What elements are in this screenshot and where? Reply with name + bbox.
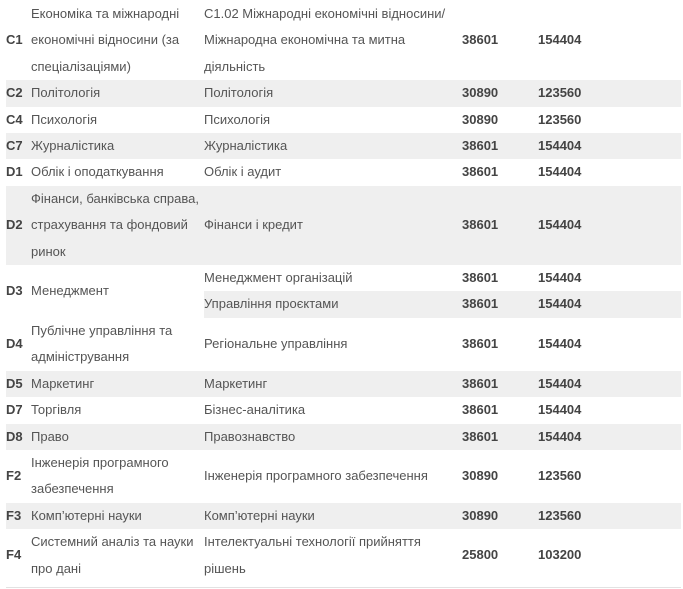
row-value-2: 154404 (538, 424, 681, 450)
row-value-2: 154404 (538, 186, 681, 265)
row-value-1: 38601 (462, 371, 538, 397)
row-specialty: Журналістика (31, 133, 204, 159)
row-code: C1 (6, 0, 31, 80)
table-row (6, 529, 681, 582)
row-value-1: 38601 (462, 159, 538, 185)
row-value-1: 30890 (462, 503, 538, 529)
row-program: Менеджмент організацій (204, 265, 462, 291)
row-program: Бізнес-аналітика (204, 397, 462, 423)
row-specialty: Інженерія програмного забезпечення (31, 450, 204, 503)
table-row (6, 397, 681, 423)
row-specialty: Комп’ютерні науки (31, 503, 204, 529)
table-row (6, 133, 681, 159)
row-program: Журналістика (204, 133, 462, 159)
table-row (6, 450, 681, 503)
row-value-1: 38601 (462, 0, 538, 80)
row-value-1: 38601 (462, 397, 538, 423)
row-program: Маркетинг (204, 371, 462, 397)
row-code: D3 (6, 265, 31, 318)
table-row (6, 371, 681, 397)
row-value-2: 154404 (538, 291, 681, 317)
table-row (6, 107, 681, 133)
table-row (6, 424, 681, 450)
row-program: Управління проєктами (204, 291, 462, 317)
row-code: D4 (6, 318, 31, 371)
row-program: Інженерія програмного забезпечення (204, 450, 462, 503)
row-specialty: Системний аналіз та науки про дані (31, 529, 204, 582)
row-code: C7 (6, 133, 31, 159)
row-value-2: 123560 (538, 450, 681, 503)
table-row (6, 159, 681, 185)
table-row (6, 265, 681, 291)
row-code: D1 (6, 159, 31, 185)
row-value-1: 38601 (462, 133, 538, 159)
row-specialty: Економіка та міжнародні економічні відносини (за спеціалізаціями) (31, 0, 204, 80)
row-program: Правознавство (204, 424, 462, 450)
row-code: D7 (6, 397, 31, 423)
table-row (6, 318, 681, 371)
row-program: Інтелектуальні технології прийняття рішень (204, 529, 462, 582)
row-value-2: 154404 (538, 397, 681, 423)
row-specialty: Політологія (31, 80, 204, 106)
row-value-1: 30890 (462, 450, 538, 503)
row-code: F3 (6, 503, 31, 529)
row-value-1: 38601 (462, 186, 538, 265)
row-value-2: 123560 (538, 80, 681, 106)
row-specialty: Публічне управління та адміністрування (31, 318, 204, 371)
row-program: Регіональне управління (204, 318, 462, 371)
row-program: Фінанси і кредит (204, 186, 462, 265)
row-code: D5 (6, 371, 31, 397)
row-value-1: 25800 (462, 529, 538, 582)
row-program: Політологія (204, 80, 462, 106)
row-program: С1.02 Міжнародні економічні відносини/ Міжнародна економічна та митна діяльність (204, 0, 462, 80)
row-value-2: 154404 (538, 318, 681, 371)
row-specialty: Маркетинг (31, 371, 204, 397)
table-row (6, 186, 681, 265)
row-specialty: Право (31, 424, 204, 450)
row-specialty: Менеджмент (31, 265, 204, 318)
row-code: F2 (6, 450, 31, 503)
row-specialty: Фінанси, банківська справа, страхування та фондовий ринок (31, 186, 204, 265)
row-value-1: 38601 (462, 424, 538, 450)
row-code: C2 (6, 80, 31, 106)
row-value-2: 103200 (538, 529, 681, 582)
row-program: Психологія (204, 107, 462, 133)
row-value-2: 154404 (538, 159, 681, 185)
row-value-1: 38601 (462, 265, 538, 291)
row-value-2: 154404 (538, 371, 681, 397)
row-value-1: 30890 (462, 107, 538, 133)
table-bottom-border (6, 587, 681, 588)
table-row (6, 80, 681, 106)
row-value-2: 123560 (538, 107, 681, 133)
table-row (6, 503, 681, 529)
row-value-2: 154404 (538, 133, 681, 159)
row-code: F4 (6, 529, 31, 582)
row-value-1: 38601 (462, 318, 538, 371)
row-value-1: 30890 (462, 80, 538, 106)
table-row (6, 0, 681, 80)
row-code: D8 (6, 424, 31, 450)
row-code: C4 (6, 107, 31, 133)
row-program: Комп’ютерні науки (204, 503, 462, 529)
tuition-table (6, 0, 681, 582)
row-program: Облік і аудит (204, 159, 462, 185)
row-specialty: Психологія (31, 107, 204, 133)
row-value-1: 38601 (462, 291, 538, 317)
row-value-2: 123560 (538, 503, 681, 529)
row-specialty: Облік і оподаткування (31, 159, 204, 185)
row-value-2: 154404 (538, 265, 681, 291)
row-specialty: Торгівля (31, 397, 204, 423)
row-code: D2 (6, 186, 31, 265)
row-value-2: 154404 (538, 0, 681, 80)
